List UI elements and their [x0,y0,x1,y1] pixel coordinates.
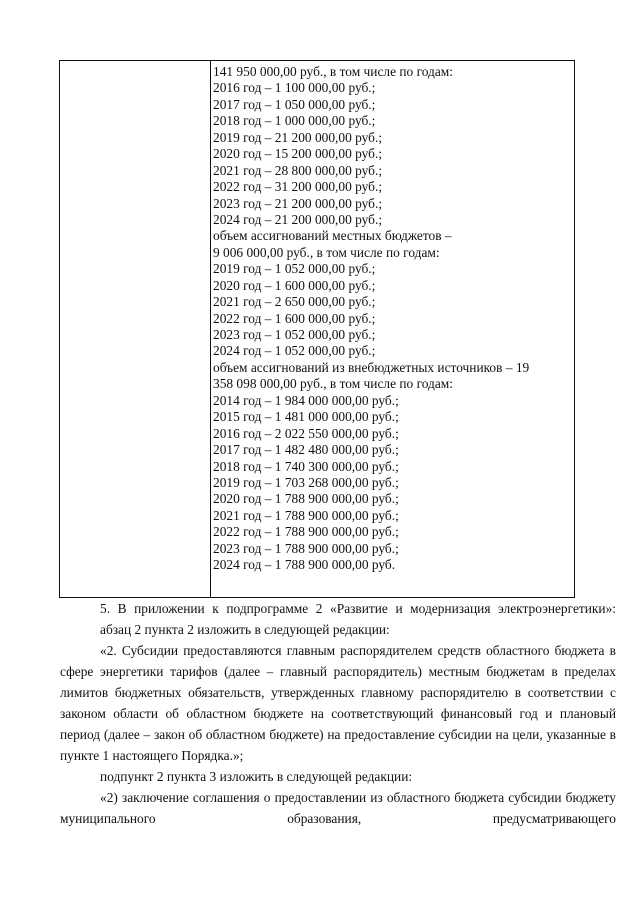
table-line: 2018 год – 1 740 300 000,00 руб.; [213,458,399,474]
table-line: 2015 год – 1 481 000 000,00 руб.; [213,409,399,425]
table-line: 2019 год – 1 703 268 000,00 руб.; [213,474,399,490]
table-line: 2021 год – 28 800 000,00 руб.; [213,162,383,178]
table-right-cell [213,64,572,574]
table-line: 2022 год – 31 200 000,00 руб.; [213,179,383,195]
table-line: 2014 год – 1 984 000 000,00 руб.; [213,392,399,408]
table-line: объем ассигнований местных бюджетов – [213,228,452,244]
table-line: 2021 год – 1 788 900 000,00 руб.; [213,507,399,523]
column-divider [210,61,211,597]
table-line: 2016 год – 2 022 550 000,00 руб.; [213,425,399,441]
paragraph-abzac-instruction: абзац 2 пункта 2 изложить в следующей редакции: [100,622,390,637]
table-line: объем ассигнований из внебюджетных источников – 19 [213,359,530,375]
body-text [60,598,616,829]
table-line: 358 098 000,00 руб., в том числе по годам: [213,376,453,392]
table-line: 2024 год – 1 788 900 000,00 руб. [213,557,396,573]
table-line: 2019 год – 1 052 000,00 руб.; [213,261,376,277]
paragraph-subsidy-text: «2. Субсидии предоставляются главным распорядителем средств областного бюджета в сфере энергетики тарифов (далее – главный распорядитель) местным бюджетам в пределах лимитов бюджетных обязательств, утвержденных главному распорядителю в соответствии с законом области об областном бюджете на соответствующий финансовый год и плановый период (далее – закон об областном бюджете) на предоставление субсидии на цели, указанные в пункте 1 настоящего Порядка.»; [60,643,616,763]
table-line: 2017 год – 1 050 000,00 руб.; [213,96,376,112]
paragraph-item-5: 5. В приложении к подпрограмме 2 «Развитие и модернизация электроэнергетики»: [100,601,616,616]
paragraph-agreement-text: «2) заключение соглашения о предоставлении из областного бюджета субсидии бюджету муниципального образования, предусматривающего [60,790,616,826]
table-line: 2023 год – 1 052 000,00 руб.; [213,327,376,342]
table-line: 2016 год – 1 100 000,00 руб.; [213,80,376,96]
table-line: 2022 год – 1 600 000,00 руб.; [213,310,376,326]
table-line: 2021 год – 2 650 000,00 руб.; [213,294,376,310]
table-line: 2023 год – 21 200 000,00 руб.; [213,195,383,211]
funding-table [59,60,575,598]
table-line: 2019 год – 21 200 000,00 руб.; [213,129,383,145]
table-line: 2020 год – 1 600 000,00 руб.; [213,277,376,293]
table-line: 9 006 000,00 руб., в том числе по годам: [213,244,440,260]
table-line: 2017 год – 1 482 480 000,00 руб.; [213,442,399,458]
table-line: 2024 год – 1 052 000,00 руб.; [213,343,376,359]
table-line: 2023 год – 1 788 900 000,00 руб.; [213,540,399,556]
table-line: 2018 год – 1 000 000,00 руб.; [213,113,376,129]
paragraph-podpunkt-instruction: подпункт 2 пункта 3 изложить в следующей редакции: [100,769,413,784]
table-line: 2020 год – 15 200 000,00 руб.; [213,146,383,162]
table-line: 2020 год – 1 788 900 000,00 руб.; [213,491,399,507]
table-line: 141 950 000,00 руб., в том числе по годам: [213,64,453,79]
table-line: 2022 год – 1 788 900 000,00 руб.; [213,524,399,540]
table-line: 2024 год – 21 200 000,00 руб.; [213,211,383,227]
